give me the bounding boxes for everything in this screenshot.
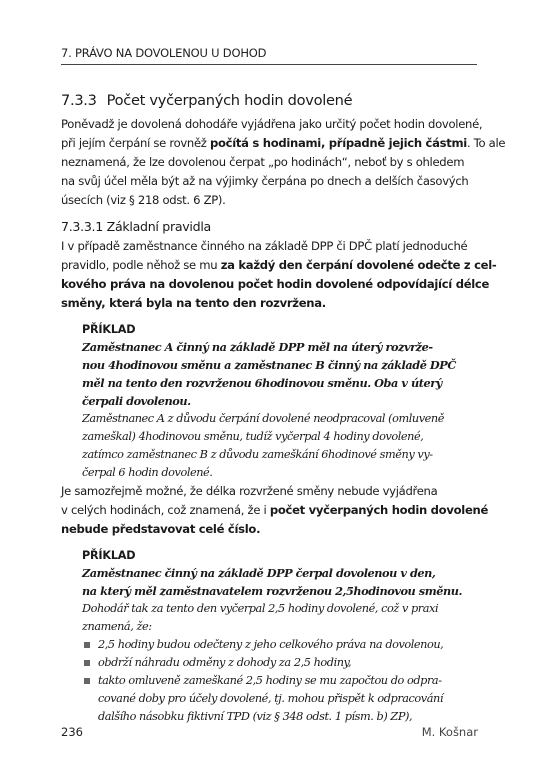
text-line: Zaměstnanec A z důvodu čerpání dovolené neodpracoval (omluveně [82, 412, 444, 425]
text-line: zameškal) 4hodinovou směnu, tudíž vyčerpal 4 hodiny dovolené, [82, 430, 424, 443]
text-line: při jejím čerpání se rovněž počítá s hodinami, případně jejich částmi. To ale [61, 136, 506, 150]
text-line: na svůj účel měla být až na výjimky čerpána po dnech a delších časových [61, 174, 469, 188]
bold-run: kového práva na dovolenou počet hodin dovolené odpovídající délce [61, 277, 490, 291]
square-bullet-icon [84, 678, 90, 684]
text-line: znamená, že: [82, 620, 152, 633]
section-heading [61, 92, 478, 109]
header-rule [61, 64, 477, 65]
page-content [61, 80, 506, 726]
bold-run: počítá s hodinami, případně jejich částmi [209, 136, 467, 150]
text-line: Je samozřejmě možné, že délka rozvržené směny nebude vyjádřena [61, 484, 438, 498]
bold-run: nebude představovat celé číslo. [61, 522, 261, 536]
example-statement [82, 338, 478, 410]
text-line: v celých hodinách, což znamená, že i počet vyčerpaných hodin dovolené [61, 503, 489, 517]
text-line: úsecích (viz § 218 odst. 6 ZP). [61, 193, 226, 207]
text-line: I v případě zaměstnance činného na základě DPP či DPČ platí jednoduché [61, 239, 468, 253]
text-line: čerpal 6 hodin dovolené. [82, 466, 213, 479]
section-intro-paragraph [61, 115, 506, 210]
section-number: 7.3.3 [61, 92, 97, 109]
text-line: obdrží náhradu odměny z dohody za 2,5 hodiny, [98, 656, 352, 669]
example-explanation [82, 410, 478, 482]
text-line: neznamená, že lze dovolenou čerpat „po hodinách“, neboť by s ohledem [61, 155, 465, 169]
text-line: měl na tento den rozvrženou 6hodinovou směnu. Oba v úterý [82, 376, 442, 390]
example-label: PŘÍKLAD [82, 549, 136, 562]
running-head: 7. PRÁVO NA DOVOLENOU U DOHOD [61, 46, 267, 60]
example-explanation [82, 600, 478, 636]
bullet-item [82, 672, 478, 726]
bold-run: směny, která byla na tento den rozvržena. [61, 296, 326, 310]
bold-run: počet vyčerpaných hodin dovolené [269, 503, 489, 517]
square-bullet-icon [84, 642, 90, 648]
text-line: pravidlo, podle něhož se mu za každý den čerpání dovolené odečte z cel- [61, 258, 497, 272]
square-bullet-icon [84, 660, 90, 666]
bold-run: za každý den čerpání dovolené odečte z cel- [220, 258, 497, 272]
text-line: Dohodář tak za tento den vyčerpal 2,5 hodiny dovolené, což v praxi [82, 602, 439, 615]
text-line [61, 294, 478, 313]
body-paragraph-2 [61, 482, 489, 539]
text-line: na který měl zaměstnavatelem rozvrženou 2,5hodinovou směnu. [82, 584, 462, 598]
text-line: čerpali dovolenou. [82, 394, 191, 408]
footer-author: M. Košnar [421, 725, 478, 739]
bullet-item [82, 636, 478, 654]
text-line: Zaměstnanec A činný na základě DPP měl na úterý rozvrže- [82, 340, 433, 354]
page-number: 236 [61, 725, 83, 739]
bullet-list [82, 636, 478, 726]
example-box-1 [82, 323, 478, 482]
text-line: Zaměstnanec činný na základě DPP čerpal dovolenou v den, [82, 566, 436, 580]
text-line: zatímco zaměstnanec B z důvodu zameškání 6hodinové směny vy- [82, 448, 433, 461]
example-statement [82, 564, 478, 600]
text-line: cované doby pro účely dovolené, tj. mohou přispět k odpracování [98, 692, 443, 705]
text-line: dalšího násobku fiktivní TPD (viz § 348 odst. 1 písm. b) ZP), [98, 710, 413, 723]
text-line: 2,5 hodiny budou odečteny z jeho celkového práva na dovolenou, [98, 638, 444, 651]
bullet-item [82, 654, 478, 672]
subsection-heading: 7.3.3.1 Základní pravidla [61, 219, 211, 234]
text-line [61, 520, 478, 539]
section-title: Počet vyčerpaných hodin dovolené [106, 92, 353, 109]
text-line: nou 4hodinovou směnu a zaměstnanec B činný na základě DPČ [82, 358, 456, 372]
text-line [61, 275, 490, 294]
text-line: Poněvadž je dovolená dohodáře vyjádřena jako určitý počet hodin dovolené, [61, 117, 483, 131]
example-label: PŘÍKLAD [82, 323, 136, 336]
example-box-2 [82, 549, 478, 726]
text-line: takto omluveně zameškané 2,5 hodiny se mu započtou do odpra- [98, 674, 442, 687]
subsection-paragraph [61, 237, 497, 313]
